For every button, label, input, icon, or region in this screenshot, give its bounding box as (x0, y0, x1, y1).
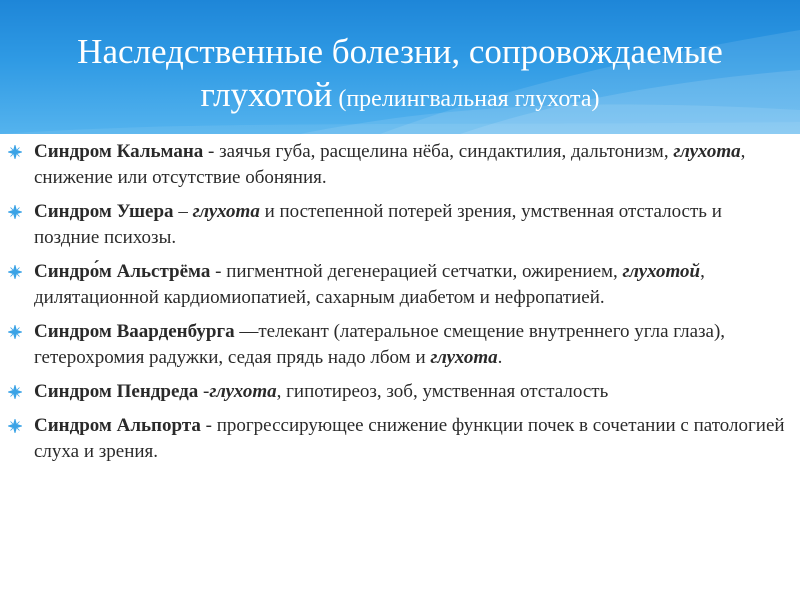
item-text: —телекант (латеральное смещение внутреннего угла глаза), гетерохромия радужки, седая прядь надо лбом и (34, 321, 726, 368)
syndrome-name: Синдром Кальмана (34, 141, 204, 162)
slide-title (40, 30, 760, 121)
title-line-2-note: (прелингвальная глухота) (332, 86, 600, 112)
star-bullet-icon (8, 385, 22, 399)
item-emphasis: глухотой (622, 261, 701, 282)
star-bullet-icon (8, 265, 22, 279)
item-text: , гипотиреоз, зоб, умственная отсталость (276, 381, 609, 402)
star-bullet-icon (8, 205, 22, 219)
syndrome-name: Синдро́м Альстрёма (34, 261, 211, 282)
list-item (8, 199, 788, 251)
item-text: , дилятационной кардиомиопатией, сахарным диабетом и нефропатией. (34, 261, 705, 308)
bullet-list (8, 139, 788, 473)
list-item (8, 259, 788, 311)
syndrome-name: Синдром Пендреда (34, 381, 199, 402)
syndrome-name: Синдром Ваарденбурга (34, 321, 235, 342)
item-text: – (173, 201, 193, 222)
title-line-1: Наследственные болезни, сопровождаемые (77, 32, 723, 71)
list-item (8, 319, 788, 371)
star-bullet-icon (8, 145, 22, 159)
title-line-2-main: глухотой (200, 75, 333, 114)
list-item (8, 139, 788, 191)
item-emphasis: глухота (673, 141, 741, 162)
syndrome-name: Синдром Ушера (34, 201, 174, 222)
list-item (8, 413, 788, 465)
item-text: . (497, 347, 503, 368)
list-item (8, 379, 788, 405)
syndrome-name: Синдром Альпорта (34, 415, 201, 436)
item-emphasis: глухота (430, 347, 498, 368)
item-text: и постепенной потерей зрения, умственная отсталость и поздние психозы. (34, 201, 722, 248)
title-banner (0, 0, 800, 134)
item-text: , снижение или отсутствие обоняния. (34, 141, 746, 188)
star-bullet-icon (8, 419, 22, 433)
item-text: - пигментной дегенерацией сетчатки, ожирением, (210, 261, 623, 282)
item-text: - заячья губа, расщелина нёба, синдактилия, дальтонизм, (203, 141, 674, 162)
item-text: - (198, 381, 210, 402)
item-emphasis: глухота (192, 201, 260, 222)
item-emphasis: глухота (209, 381, 277, 402)
star-bullet-icon (8, 325, 22, 339)
item-text: - прогрессирующее снижение функции почек в сочетании с патологией слуха и зрения. (34, 415, 785, 462)
